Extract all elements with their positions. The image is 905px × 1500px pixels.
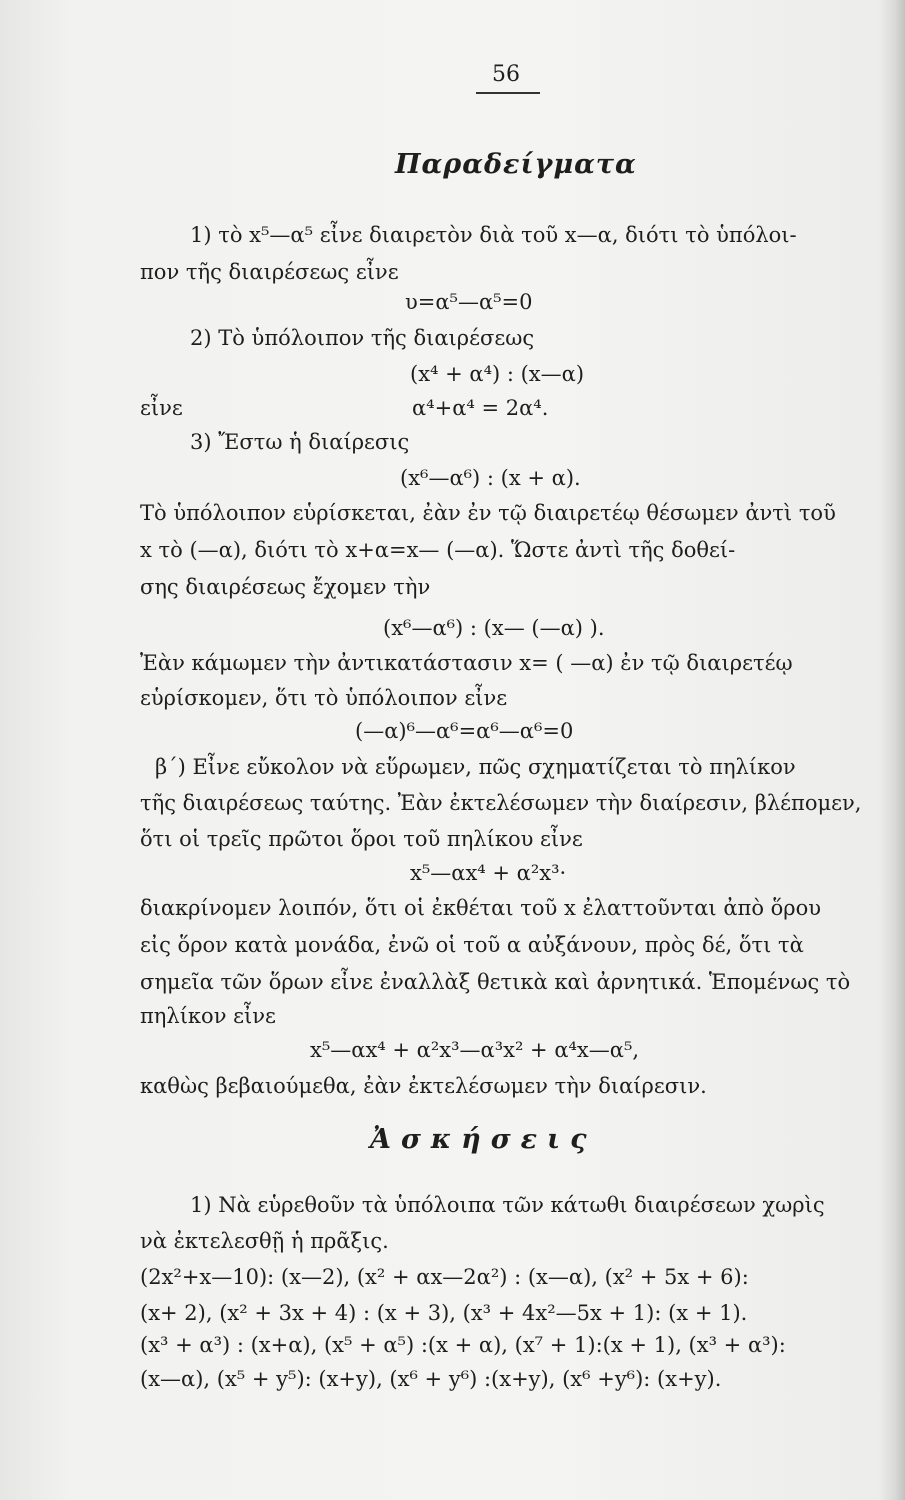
equation: x⁵—αx⁴ + α²x³· (410, 861, 567, 885)
text-line: καθὼς βεβαιούμεθα, ἐὰν ἐκτελέσωμεν τὴν διαίρεσιν. (140, 1074, 707, 1098)
page-number-rule (476, 92, 540, 94)
equation: x⁵—αx⁴ + α²x³—α³x² + α⁴x—α⁵, (310, 1038, 640, 1062)
text-line: εἰς ὅρον κατὰ μονάδα, ἐνῶ οἱ τοῦ α αὐξάνουν, πρὸς δέ, ὅτι τὰ (140, 933, 804, 957)
text-line: Τὸ ὑπόλοιπον εὑρίσκεται, ἐὰν ἐν τῷ διαιρετέῳ θέσωμεν ἀντὶ τοῦ (140, 501, 836, 525)
page-number: 56 (492, 62, 520, 87)
exercise-line: 1) Νὰ εὑρεθοῦν τὰ ὑπόλοιπα τῶν κάτωθι διαιρέσεων χωρὶς (190, 1193, 825, 1217)
text-line: 2) Τὸ ὑπόλοιπον τῆς διαιρέσεως (190, 326, 535, 350)
text-line: 3) Ἔστω ἡ διαίρεσις (190, 430, 410, 454)
text-line: εὑρίσκομεν, ὅτι τὸ ὑπόλοιπον εἶνε (140, 686, 508, 710)
equation: (—α)⁶—α⁶=α⁶—α⁶=0 (355, 719, 574, 743)
text-line: εἶνε (140, 396, 183, 420)
exercise-line: (x—α), (x⁵ + y⁵): (x+y), (x⁶ + y⁶) :(x+y), (x⁶ +y⁶): (x+y). (140, 1367, 722, 1391)
exercise-line: (2x²+x—10): (x—2), (x² + αx—2α²) : (x—α), (x² + 5x + 6): (140, 1265, 749, 1289)
page-spine-shadow (879, 0, 905, 1500)
equation: υ=α⁵—α⁵=0 (405, 290, 533, 314)
text-line: ὅτι οἱ τρεῖς πρῶτοι ὅροι τοῦ πηλίκου εἶνε (140, 827, 583, 851)
text-line: x τὸ (—α), διότι τὸ x+α=x— (—α). Ὥστε ἀντὶ τῆς δοθεί- (140, 538, 736, 562)
text-line: Ἐὰν κάμωμεν τὴν ἀντικατάστασιν x= ( —α) ἐν τῷ διαιρετέῳ (140, 651, 793, 675)
equation: α⁴+α⁴ = 2α⁴. (412, 396, 549, 420)
equation: (x⁶—α⁶) : (x + α). (400, 466, 581, 490)
text-line: πηλίκον εἶνε (140, 1004, 276, 1028)
text-line: β΄) Εἶνε εὔκολον νὰ εὕρωμεν, πῶς σχηματίζεται τὸ πηλίκον (155, 755, 796, 779)
text-line: σημεῖα τῶν ὅρων εἶνε ἐναλλὰξ θετικὰ καὶ ἀρνητικά. Ἑπομένως τὸ (140, 970, 851, 994)
text-line: πον τῆς διαιρέσεως εἶνε (140, 260, 399, 284)
heading-examples: Παραδείγματα (395, 149, 637, 180)
exercise-line: νὰ ἐκτελεσθῇ ἡ πρᾶξις. (140, 1229, 389, 1253)
exercise-line: (x³ + α³) : (x+α), (x⁵ + α⁵) :(x + α), (x⁷ + 1):(x + 1), (x³ + α³): (140, 1333, 786, 1357)
equation: (x⁶—α⁶) : (x— (—α) ). (383, 616, 605, 640)
text-line: τῆς διαιρέσεως ταύτης. Ἐὰν ἐκτελέσωμεν τὴν διαίρεσιν, βλέπομεν, (140, 791, 862, 815)
text-line: σης διαιρέσεως ἔχομεν τὴν (140, 575, 431, 599)
text-line: 1) τὸ x⁵—α⁵ εἶνε διαιρετὸν διὰ τοῦ x—α, διότι τὸ ὑπόλοι- (190, 223, 797, 247)
heading-exercises: Ἀσκήσεις (370, 1124, 597, 1155)
exercise-line: (x+ 2), (x² + 3x + 4) : (x + 3), (x³ + 4x²—5x + 1): (x + 1). (140, 1301, 748, 1325)
equation: (x⁴ + α⁴) : (x—α) (410, 362, 585, 386)
text-line: διακρίνομεν λοιπόν, ὅτι οἱ ἐκθέται τοῦ x ἐλαττοῦνται ἀπὸ ὅρου (140, 896, 822, 920)
